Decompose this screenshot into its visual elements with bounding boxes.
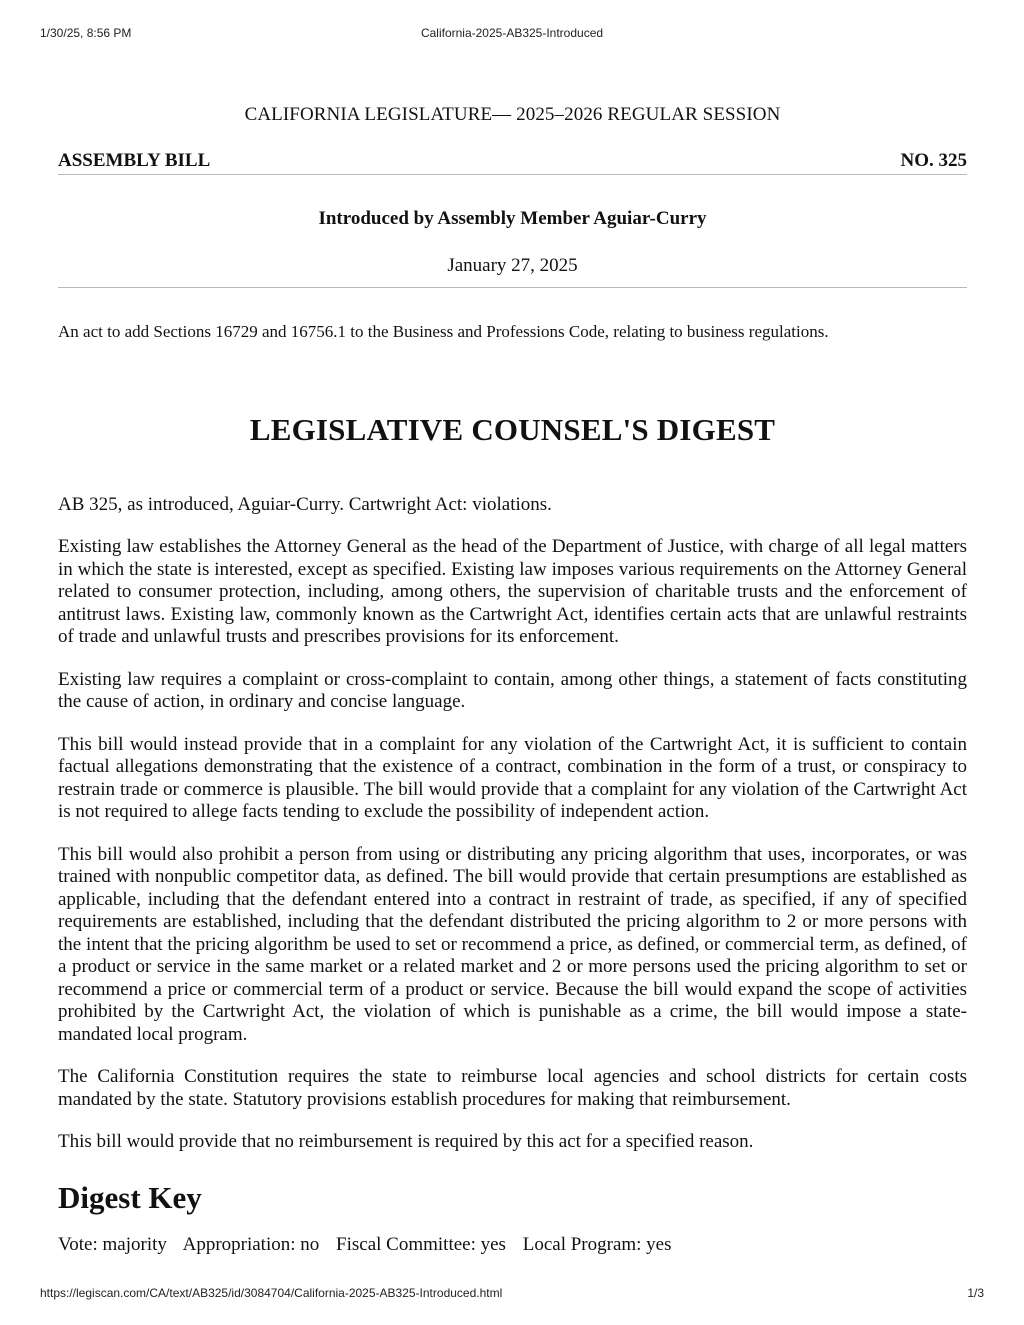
fiscal-committee-value: Fiscal Committee: yes — [336, 1233, 506, 1255]
digest-paragraph: This bill would provide that no reimbursement is required by this act for a specified reason. — [58, 1131, 754, 1152]
act-description: An act to add Sections 16729 and 16756.1 to the Business and Professions Code, relating to business regulations. — [58, 322, 829, 341]
bill-id-row — [58, 150, 967, 175]
introduced-date: January 27, 2025 — [58, 255, 967, 288]
introduced-by: Introduced by Assembly Member Aguiar-Curry — [318, 208, 707, 229]
print-header — [0, 26, 1024, 42]
bill-document — [58, 100, 967, 1256]
digest-summary: AB 325, as introduced, Aguiar-Curry. Cartwright Act: violations. — [58, 494, 552, 515]
vote-value: Vote: majority — [58, 1233, 167, 1255]
digest-paragraph: This bill would instead provide that in a complaint for any violation of the Cartwright Act, it is sufficient to contain factual allegations demonstrating that the existence of a contract, combination in the form of a trust, or conspiracy to restrain trade or commerce is plausible. The bill would provide that a complaint for any violation of the Cartwright Act is not required to allege facts tending to exclude the possibility of independent action. — [58, 733, 967, 822]
print-datetime: 1/30/25, 8:56 PM — [40, 26, 132, 40]
bill-type: ASSEMBLY BILL — [58, 150, 211, 171]
digest-key-title: Digest Key — [58, 1179, 202, 1215]
page-number: 1/3 — [967, 1286, 984, 1300]
digest-title: LEGISLATIVE COUNSEL'S DIGEST — [249, 412, 776, 447]
digest-paragraph: Existing law establishes the Attorney General as the head of the Department of Justice, with charge of all legal matters in which the state is interested, except as specified. Existing law imposes various requirements on the Attorney General related to consumer protection, including, among others, the supervision of charitable trusts and the enforcement of antitrust laws. Existing law, commonly known as the Cartwright Act, identifies certain acts that are unlawful restraints of trade and unlawful trusts and prescribes provisions for its enforcement. — [58, 536, 967, 647]
digest-paragraph: This bill would also prohibit a person from using or distributing any pricing algorithm that uses, incorporates, or was trained with nonpublic competitor data, as defined. The bill would provide that certain presumptions are established as applicable, including that the defendant entered into a contract in restraint of trade, as specified, if any of specified requirements are established, including that the defendant distributed the pricing algorithm to 2 or more persons with the intent that the pricing algorithm be used to set or recommend a price, as defined, or commercial term, as defined, of a product or service in the same market or a related market and 2 or more persons used the pricing algorithm to set or recommend a price or commercial term of a product or service. Because the bill would expand the scope of activities prohibited by the Cartwright Act, the violation of which is punishable as a crime, the bill would impose a state-mandated local program. — [58, 843, 967, 1045]
session-heading: CALIFORNIA LEGISLATURE— 2025–2026 REGULAR SESSION — [244, 104, 781, 125]
page-url: https://legiscan.com/CA/text/AB325/id/3084704/California-2025-AB325-Introduced.html — [40, 1286, 503, 1300]
digest-paragraph: Existing law requires a complaint or cross-complaint to contain, among other things, a statement of facts constituting the cause of action, in ordinary and concise language. — [58, 668, 967, 712]
bill-number: NO. 325 — [900, 150, 967, 171]
print-title: California-2025-AB325-Introduced — [420, 26, 604, 40]
local-program-value: Local Program: yes — [522, 1233, 672, 1255]
print-footer — [0, 1286, 1024, 1302]
appropriation-value: Appropriation: no — [182, 1233, 320, 1255]
digest-key-row — [58, 1234, 967, 1256]
digest-paragraph: The California Constitution requires the state to reimburse local agencies and school districts for certain costs mandated by the state. Statutory provisions establish procedures for making that reimbursement. — [58, 1066, 967, 1110]
